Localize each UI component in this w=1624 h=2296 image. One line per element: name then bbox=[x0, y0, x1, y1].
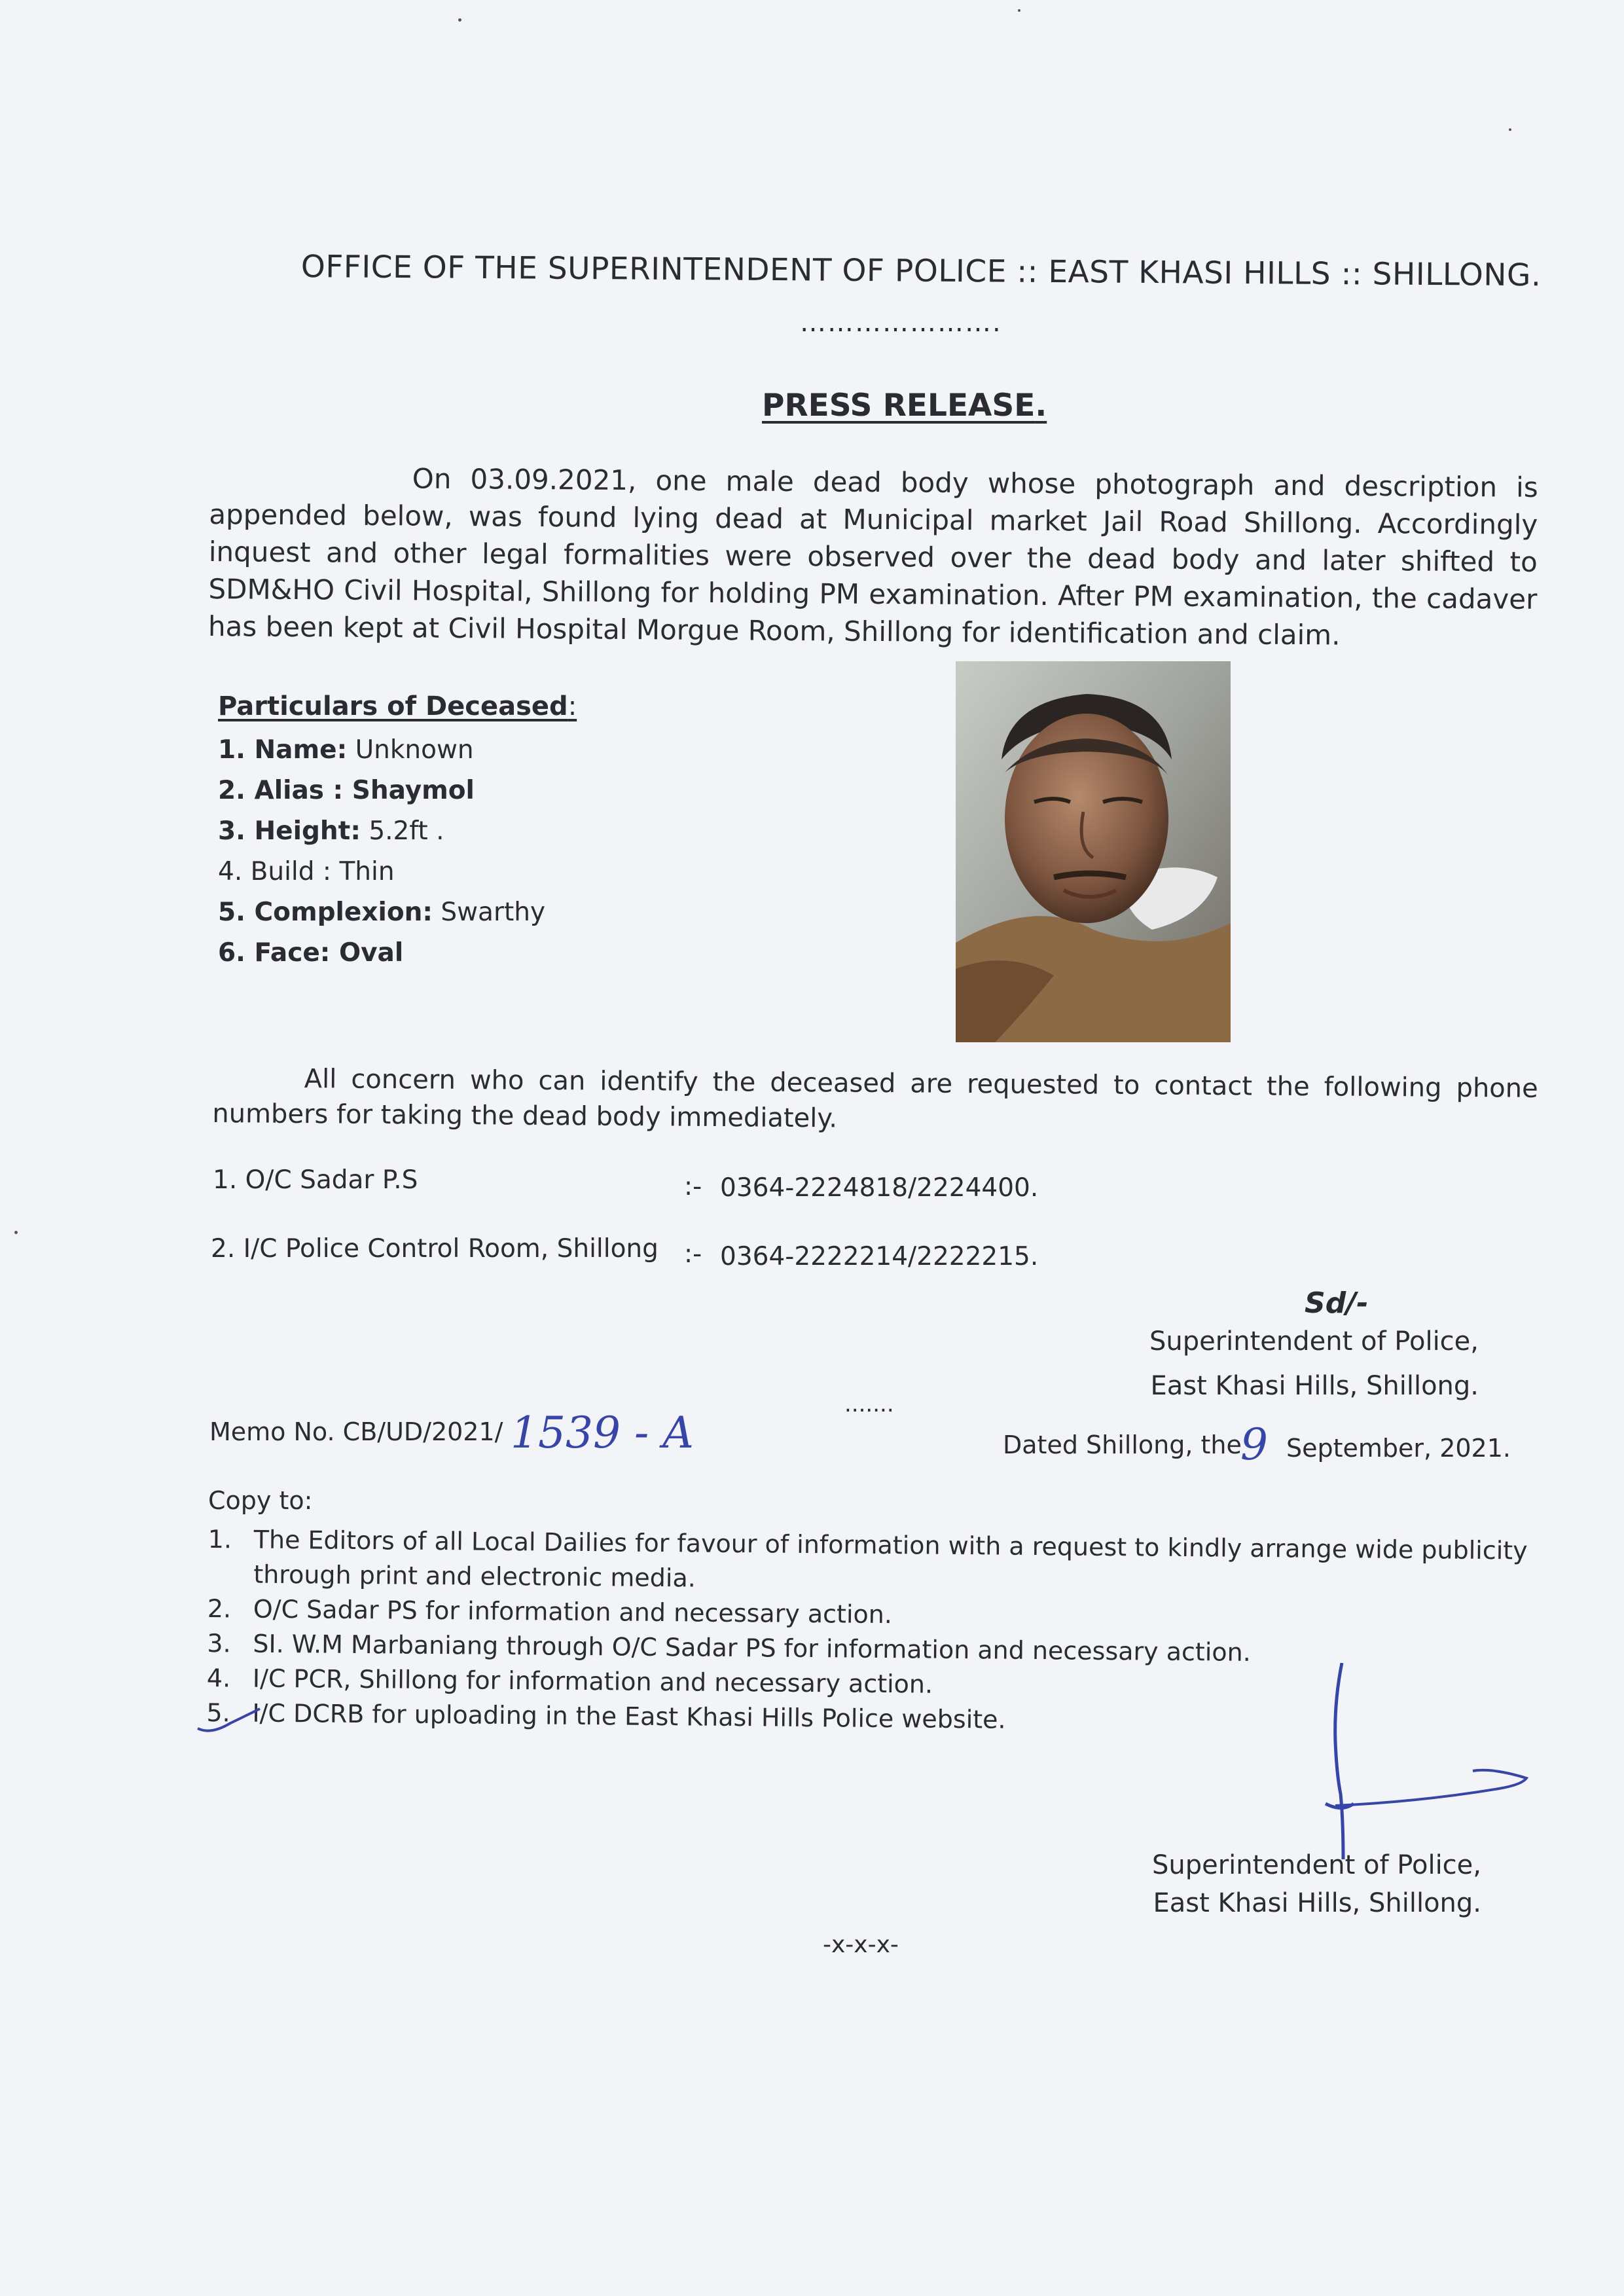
footer-signature-block bbox=[1152, 1846, 1481, 1922]
copy-item-text: The Editors of all Local Dailies for favour of information with a request to kindly arrange wide publicity through print and electronic media. bbox=[253, 1525, 1528, 1593]
handwritten-signature bbox=[1296, 1663, 1545, 1859]
copy-item-number: 2. bbox=[207, 1594, 232, 1624]
particular-value: 4. Build : Thin bbox=[218, 857, 395, 886]
office-heading: OFFICE OF THE SUPERINTENDENT OF POLICE :: EAST KHASI HILLS :: SHILLONG. bbox=[300, 249, 1542, 294]
contact-row bbox=[211, 1234, 659, 1264]
signature-place: East Khasi Hills, Shillong. bbox=[1150, 1371, 1479, 1401]
copy-item-number: 1. bbox=[208, 1524, 232, 1554]
particular-label: 5. Complexion: bbox=[218, 898, 433, 927]
copy-item-text: O/C Sadar PS for information and necessary action. bbox=[253, 1594, 893, 1630]
page-title: PRESS RELEASE. bbox=[762, 388, 1047, 424]
copy-item bbox=[208, 1522, 1550, 1603]
memo-dots: ....... bbox=[844, 1391, 894, 1417]
heading-separator: …………………. bbox=[800, 308, 1002, 338]
contact-label: 2. I/C Police Control Room, Shillong bbox=[211, 1234, 659, 1264]
dated-handwritten-day: 9 bbox=[1240, 1419, 1268, 1470]
deceased-photo-image bbox=[956, 661, 1231, 1042]
copy-item-text: I/C PCR, Shillong for information and necessary action. bbox=[252, 1664, 933, 1699]
signature-title: Superintendent of Police, bbox=[1149, 1326, 1479, 1357]
particulars-heading: Particulars of Deceased: bbox=[218, 691, 577, 721]
particular-label: 2. Alias : Shaymol bbox=[218, 776, 475, 805]
contact-row bbox=[213, 1165, 418, 1195]
deceased-photo bbox=[956, 661, 1231, 1042]
title-text: PRESS RELEASE bbox=[762, 388, 1036, 424]
copy-item-number: 3. bbox=[207, 1628, 231, 1658]
dated-prefix: Dated Shillong, the bbox=[1003, 1430, 1242, 1459]
memo-number bbox=[209, 1417, 503, 1446]
scan-speck bbox=[1509, 128, 1511, 131]
intro-text: On 03.09.2021, one male dead body whose photograph and description is appended below, was found lying dead at Municipal market Jail Road Shillong. Accordingly inquest and other legal formalities were observed over the dead body and later shifted to SDM&HO Civil Hospital, Shillong for holding PM examination. After PM examination, the cadaver has been kept at Civil Hospital Morgue Room, Shillong for identification and claim. bbox=[208, 462, 1538, 651]
particular-label: 6. Face: Oval bbox=[218, 938, 404, 968]
particular-item bbox=[218, 892, 545, 933]
dated-line bbox=[1003, 1430, 1242, 1459]
particular-label: 1. Name: bbox=[218, 735, 348, 765]
scan-speck bbox=[458, 18, 461, 22]
particular-label: 3. Height: bbox=[218, 816, 361, 846]
particular-item bbox=[218, 811, 545, 852]
scan-speck bbox=[1018, 9, 1020, 12]
particular-item bbox=[218, 852, 545, 892]
intro-paragraph bbox=[208, 458, 1538, 655]
memo-handwritten-number: 1539 - A bbox=[511, 1408, 694, 1458]
contact-phone: 0364-2224818/2224400. bbox=[720, 1173, 1039, 1203]
appeal-paragraph bbox=[212, 1061, 1538, 1142]
end-mark: -x-x-x- bbox=[823, 1931, 899, 1958]
footer-title: Superintendent of Police, bbox=[1151, 1850, 1481, 1880]
signature-sd: Sd/- bbox=[1305, 1286, 1369, 1320]
contact-label: 1. O/C Sadar P.S bbox=[213, 1165, 418, 1195]
particular-value: 5.2ft . bbox=[360, 816, 444, 846]
dated-suffix: September, 2021. bbox=[1286, 1434, 1511, 1463]
particular-item bbox=[218, 730, 545, 771]
copy-item-number: 5. bbox=[206, 1698, 230, 1728]
particular-value: Swarthy bbox=[433, 898, 546, 927]
memo-prefix: Memo No. CB/UD/2021/ bbox=[209, 1417, 503, 1446]
appeal-text: All concern who can identify the deceased are requested to contact the following phone numbers for taking the dead body immediately. bbox=[212, 1064, 1538, 1134]
particular-item bbox=[218, 771, 545, 811]
copy-item-number: 4. bbox=[206, 1663, 231, 1693]
copy-to-heading: Copy to: bbox=[208, 1486, 313, 1515]
particular-value: Unknown bbox=[347, 735, 474, 765]
contact-separator: :- bbox=[684, 1239, 702, 1269]
copy-item-text: SI. W.M Marbaniang through O/C Sadar PS for information and necessary action. bbox=[253, 1629, 1251, 1667]
particulars-list bbox=[218, 730, 545, 974]
particular-item bbox=[218, 933, 545, 974]
footer-place: East Khasi Hills, Shillong. bbox=[1153, 1888, 1481, 1918]
particulars-heading-text: Particulars of Deceased bbox=[218, 691, 568, 721]
scan-speck bbox=[14, 1231, 18, 1234]
copy-item-text: I/C DCRB for uploading in the East Khasi Hills Police website. bbox=[252, 1698, 1006, 1734]
contact-separator: :- bbox=[684, 1172, 702, 1201]
signature-block bbox=[1149, 1319, 1479, 1408]
handwritten-tick-mark bbox=[191, 1702, 263, 1735]
contact-phone: 0364-2222214/2222215. bbox=[720, 1242, 1039, 1271]
